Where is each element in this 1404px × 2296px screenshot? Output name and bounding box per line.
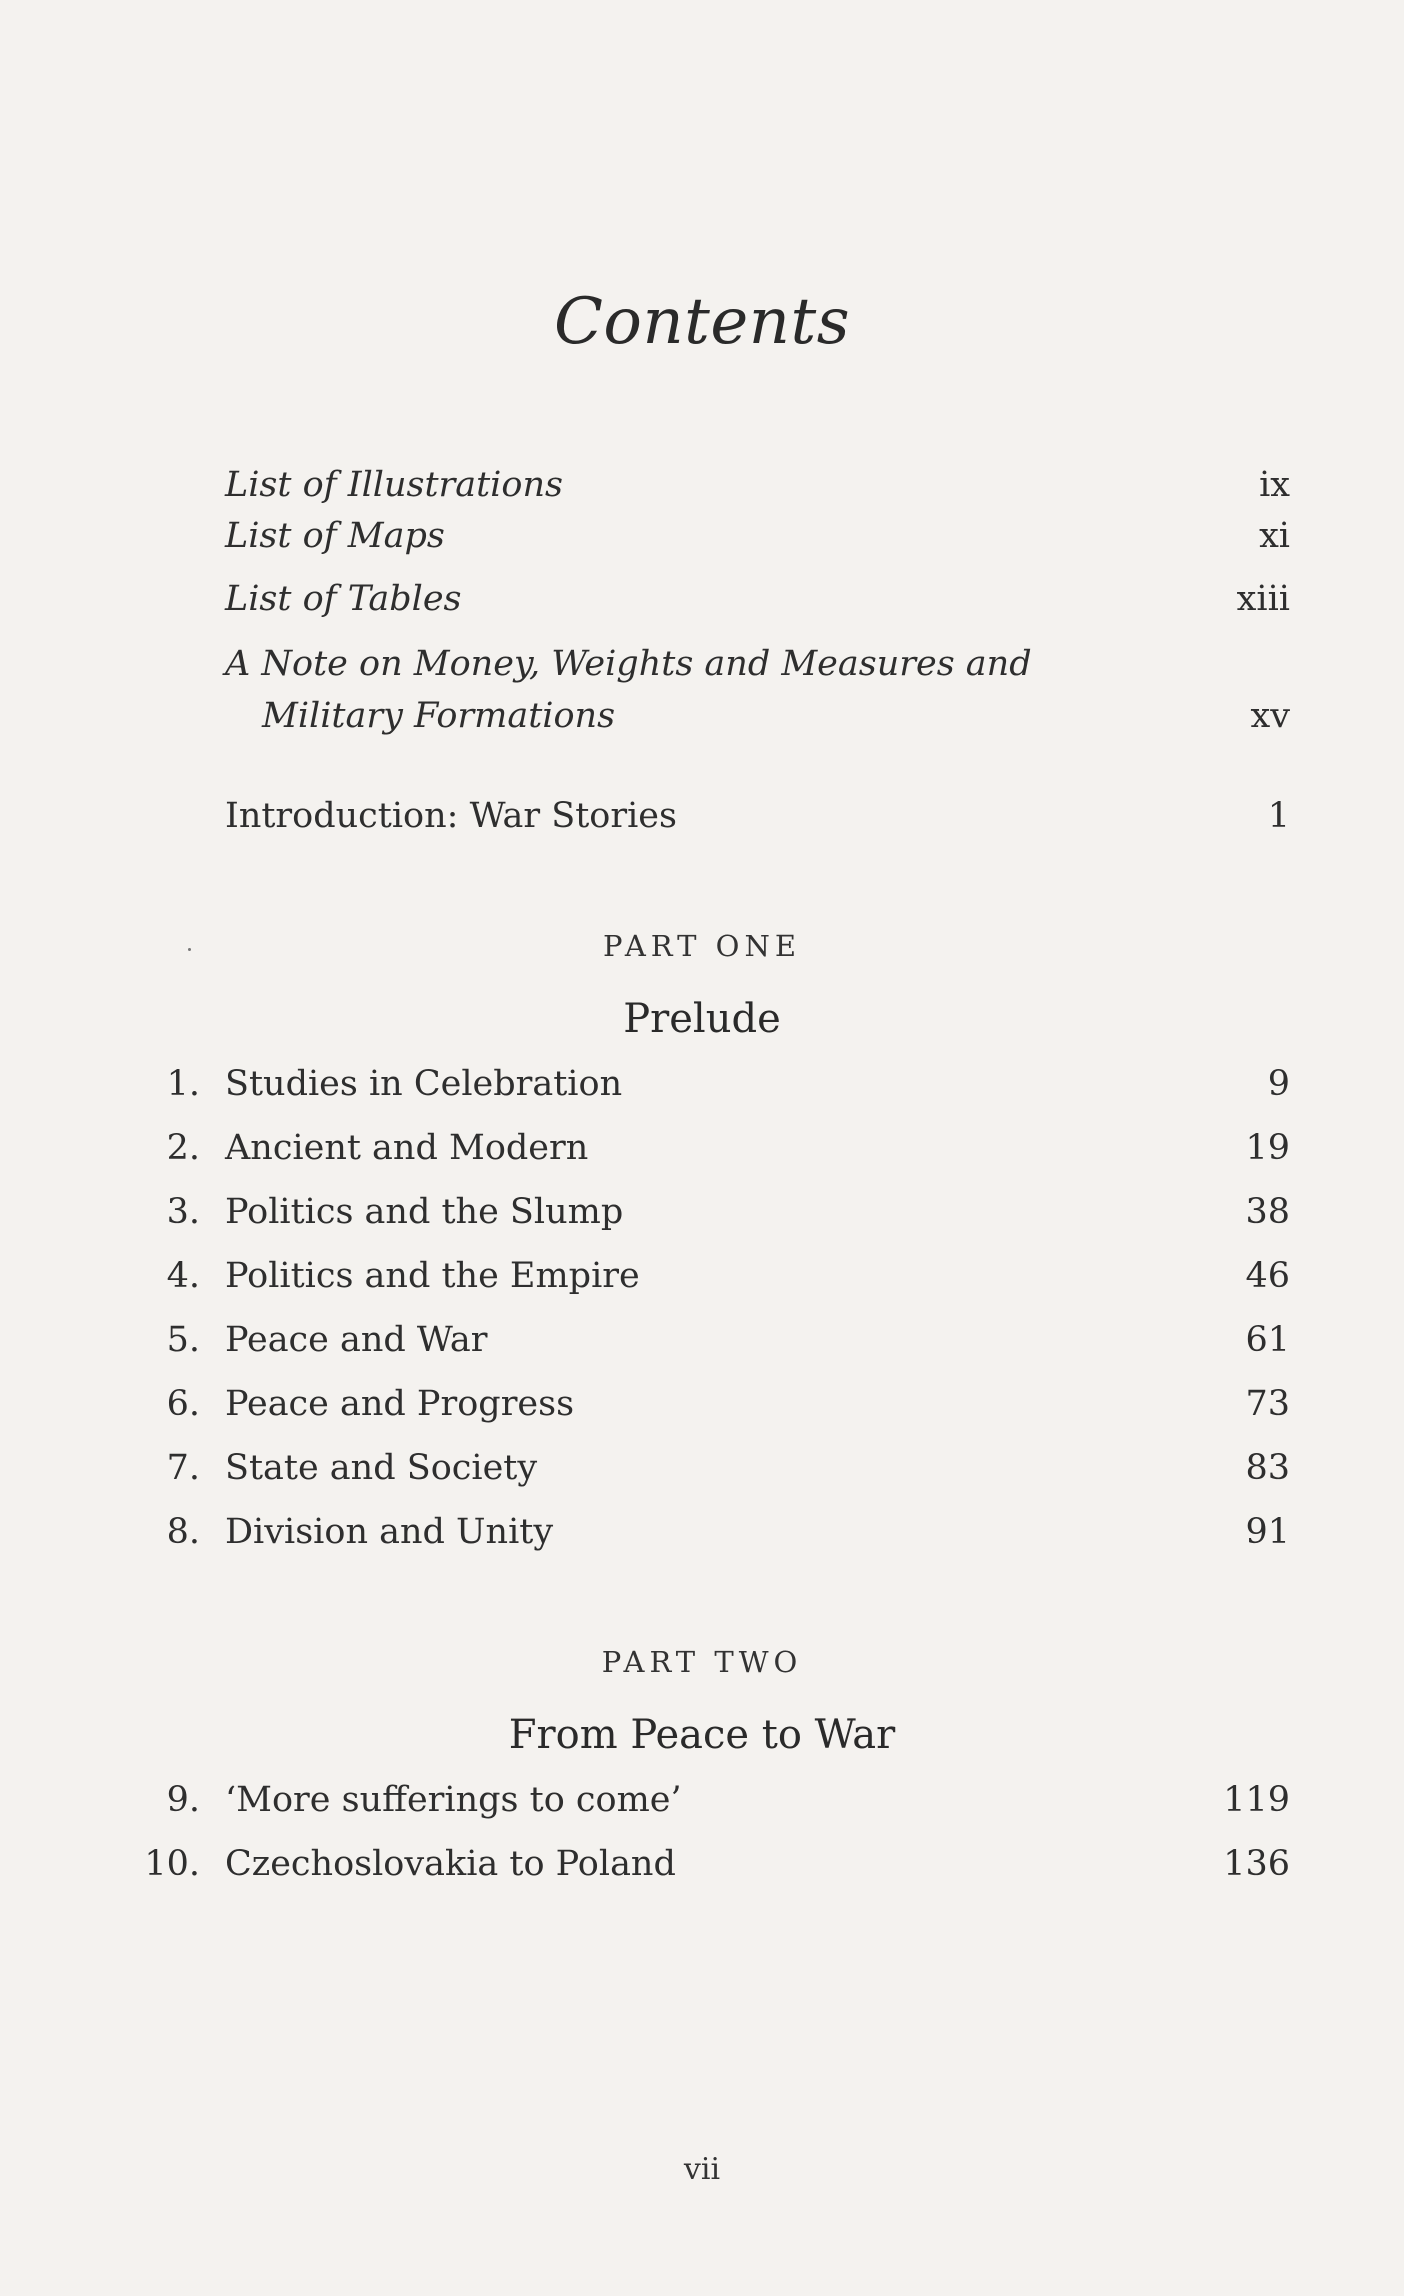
toc-chapter-8[interactable]	[0, 1507, 1404, 1557]
toc-entry-label: A Note on Money, Weights and Measures and	[225, 644, 1032, 684]
toc-entry-page: 46	[1245, 1256, 1290, 1296]
toc-entry-label: Introduction: War Stories	[225, 796, 677, 836]
page-title: Contents	[553, 285, 851, 359]
toc-chapter-9[interactable]	[0, 1775, 1404, 1825]
toc-chapter-number: 5.	[166, 1320, 200, 1360]
toc-entry-page: ix	[1259, 465, 1290, 505]
toc-entry-page: 61	[1245, 1320, 1290, 1360]
toc-entry-page: xiii	[1236, 579, 1290, 619]
toc-entry-label: Czechoslovakia to Poland	[225, 1844, 676, 1884]
toc-entry-page: 19	[1245, 1128, 1290, 1168]
toc-entry-label: List of Tables	[225, 579, 462, 619]
toc-entry-label: Peace and War	[225, 1320, 488, 1360]
toc-entry-note-on-money-line2[interactable]	[0, 691, 1404, 741]
toc-chapter-number: 1.	[166, 1064, 200, 1104]
toc-chapter-1[interactable]	[0, 1059, 1404, 1109]
toc-entry-list-of-maps[interactable]	[0, 511, 1404, 561]
toc-entry-label-continued: Military Formations	[262, 696, 616, 736]
toc-entry-introduction[interactable]	[0, 791, 1404, 841]
page-folio: vii	[683, 2152, 721, 2187]
part-two-heading: PART TWO	[601, 1645, 803, 1679]
toc-entry-page: 73	[1245, 1384, 1290, 1424]
toc-chapter-number: 7.	[166, 1448, 200, 1488]
toc-entry-page: 83	[1245, 1448, 1290, 1488]
toc-entry-page: 1	[1267, 796, 1290, 836]
toc-chapter-10[interactable]	[0, 1839, 1404, 1889]
toc-entry-label: Division and Unity	[225, 1512, 554, 1552]
toc-entry-list-of-illustrations[interactable]	[0, 460, 1404, 510]
toc-entry-page: 91	[1245, 1512, 1290, 1552]
toc-chapter-number: 10.	[144, 1844, 200, 1884]
toc-chapter-4[interactable]	[0, 1251, 1404, 1301]
toc-entry-label: List of Maps	[225, 516, 445, 556]
toc-chapter-number: 4.	[166, 1256, 200, 1296]
toc-entry-label: Politics and the Empire	[225, 1256, 640, 1296]
part-two-title: From Peace to War	[508, 1712, 896, 1758]
toc-chapter-number: 8.	[166, 1512, 200, 1552]
toc-chapter-2[interactable]	[0, 1123, 1404, 1173]
toc-chapter-6[interactable]	[0, 1379, 1404, 1429]
part-one-title: Prelude	[623, 996, 781, 1042]
toc-entry-label: ‘More sufferings to come’	[225, 1780, 682, 1820]
toc-chapter-number: 9.	[166, 1780, 200, 1820]
toc-entry-label: List of Illustrations	[225, 465, 563, 505]
toc-entry-label: Studies in Celebration	[225, 1064, 623, 1104]
toc-entry-page: xv	[1250, 696, 1290, 736]
toc-chapter-3[interactable]	[0, 1187, 1404, 1237]
toc-entry-label: State and Society	[225, 1448, 538, 1488]
part-one-heading: PART ONE	[603, 929, 801, 963]
toc-entry-page: 119	[1223, 1780, 1290, 1820]
toc-chapter-number: 6.	[166, 1384, 200, 1424]
toc-entry-label: Politics and the Slump	[225, 1192, 624, 1232]
toc-chapter-number: 2.	[166, 1128, 200, 1168]
toc-entry-page: 38	[1245, 1192, 1290, 1232]
toc-entry-label: Ancient and Modern	[225, 1128, 589, 1168]
toc-entry-label: Peace and Progress	[225, 1384, 575, 1424]
toc-chapter-5[interactable]	[0, 1315, 1404, 1365]
toc-entry-page: 136	[1223, 1844, 1290, 1884]
toc-entry-list-of-tables[interactable]	[0, 574, 1404, 624]
toc-chapter-7[interactable]	[0, 1443, 1404, 1493]
toc-chapter-number: 3.	[166, 1192, 200, 1232]
toc-entry-page: 9	[1267, 1064, 1290, 1104]
toc-entry-note-on-money-line1[interactable]	[0, 639, 1404, 689]
toc-entry-page: xi	[1259, 516, 1290, 556]
